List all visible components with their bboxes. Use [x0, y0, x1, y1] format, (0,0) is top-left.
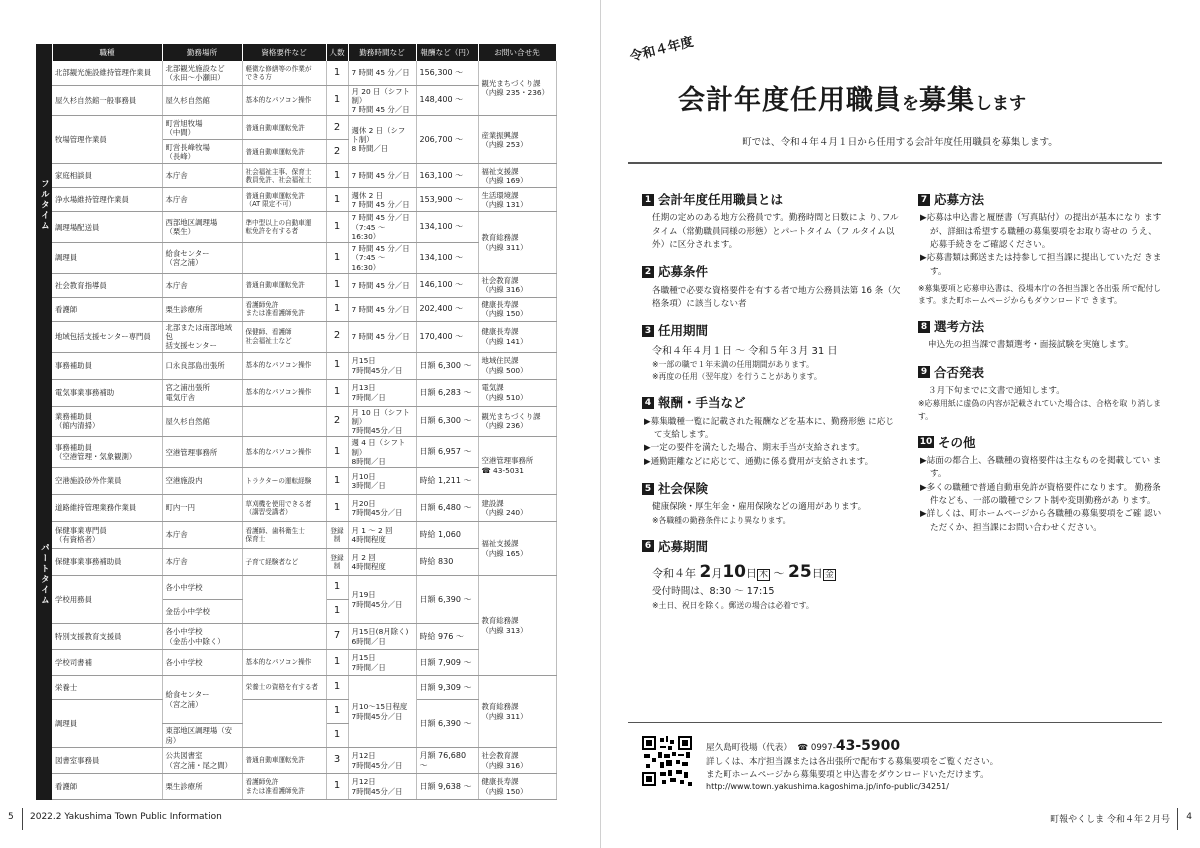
table-row: 事務補助員 （空港管理・気象観測） 空港管理事務所 基本的なパソコン操作 1 週 4 日（シフト制） 8時間／日 日額 6,957 ～ 空港管理事務所 ☎ 43-5031 [36, 437, 556, 468]
section-4: 4 報酬・手当など ▶募集職種一覧に記載された報酬などを基本に、勤務形態 に応じて支給します。 ▶一定の要件を満たした場合、期末手当が支給されます。 ▶通勤距離などに応じて、通勤に係る費用が支給されます。 [644, 395, 894, 467]
table-row: 栄養士 給食センター （宮之浦） 栄養士の資格を有する者 1 月10～15日程度 7時間45分／日 日額 9,309 ～ 教育総務課 （内線 311） [36, 676, 556, 700]
page-number-right: 4 [1186, 812, 1192, 822]
header-job: 職種 [52, 44, 162, 61]
right-page [620, 0, 1180, 848]
table-row: パートタイム 事務補助員 口永良部島出張所 基本的なパソコン操作 1 月15日 7時間45分／日 日額 6,300 ～ 地域住民課 （内線 500） [36, 352, 556, 379]
header-place: 勤務場所 [162, 44, 242, 61]
table-row: 図書室事務員 公共図書室 （宮之浦・尾之間） 普通自動車運転免許 3 月12日 7時間45分／日 月額 76,680 ～ 社会教育課 （内線 316） [36, 748, 556, 774]
section-6: 6 応募期間 令和４年 2月10日 木 ～ 25日 金 受付時間は、8:30 ～ 17:15 ※土日、祝日を除く。郵送の場合は必着です。 [642, 537, 902, 613]
section-2: 2 応募条件 各職種で必要な資格要件を有する者で地方公務員法第 16 条（欠格条項）に該当しない者 [642, 262, 902, 311]
table-row: 家庭相談員 本庁舎 社会福祉主事、保育士 教員免許、社会福祉士 1 7 時間 45 分／日 163,100 ～ 福祉支援課 （内線 169） [36, 164, 556, 188]
table-row: 社会教育指導員 本庁舎 普通自動車運転免許 1 7 時間 45 分／日 146,100 ～ 社会教育課 （内線 316） [36, 273, 556, 297]
website-link[interactable]: http://www.town.yakushima.kagoshima.jp/info-public/34251/ [706, 782, 949, 792]
table-row: 東部地区調理場（安房） 1 [36, 724, 556, 748]
header-contact: お問い合せ先 [478, 44, 556, 61]
table-row: 調理場配送員 西部地区調理場 （栗生） 準中型以上の自動車運 転免許を有する者 1 7 時間 45 分／日 （7:45 ～ 16:30） 134,100 ～ 教育総務課 （内線 311） [36, 212, 556, 243]
section-10: 10 その他 ▶誌面の都合上、各職種の資格要件は主なものを掲載してい ます。 ▶多くの職種で普通自動車免許が資格要件になります。 勤務条件なども、一部の職種でシフト制や変則勤務があ ります。 ▶詳しくは、町ホームページから各職種の募集要項をご確 認いただくか、担当課にお問い合わせください。 [919, 434, 1162, 533]
table-row: 看護師 栗生診療所 看護師免許 または准看護師免許 1 7 時間 45 分／日 202,400 ～ 健康長寿課 （内線 150） [36, 297, 556, 321]
section-3: 3 任用期間 令和４年４月１日 ～ 令和５年３月 31 日 ※一部の職で１年未満の任用期間があります。 ※再度の任用（翌年度）を行うことがあります。 [642, 321, 902, 383]
table-row: 保健事業専門員 （有資格者） 本庁舎 看護師、歯科衛生士 保育士 登録制 月 1 ～ 2 回 4時間程度 時給 1,060 福祉支援課 （内線 165） [36, 522, 556, 549]
divider-bottom [628, 722, 1162, 723]
right-column [918, 190, 1162, 545]
job-table [36, 44, 557, 800]
table-row: 調理員 給食センター （宮之浦） 1 7 時間 45 分／日 （7:45 ～ 16:30） 134,100 ～ [36, 243, 556, 274]
table-row: 町営長峰牧場 （長峰） 普通自動車運転免許 2 [36, 140, 556, 164]
header-count: 人数 [326, 44, 348, 61]
section-9: 9 合否発表 ３月下旬までに文書で通知します。 ※応募用紙に虚偽の内容が記載されていた場合は、合格を取 り消します。 [918, 364, 1161, 421]
table-row: 学校司書補 各小中学校 基本的なパソコン操作 1 月15日 7時間／日 日額 7,909 ～ [36, 650, 556, 676]
table-row: 電気事業事務補助 宮之浦出張所 電気庁舎 基本的なパソコン操作 1 月13日 7時間／日 日額 6,283 ～ 電気課 （内線 510） [36, 379, 556, 406]
table-row: 金岳小中学校 1 [36, 600, 556, 624]
era-label: 令和４年度 [628, 34, 696, 65]
section-5: 5 社会保険 健康保険・厚生年金・雇用保険などの適用があります。 ※各職種の勤務条件により異なります。 [642, 479, 902, 527]
table-row: フルタイム 北部観光施設維持管理作業員 北部観光施設など （永田～小瀬田） 軽微な修繕等の作業が できる方 1 7 時間 45 分／日 156,300 ～ 観光まちづくり課 （内線 235・236） [36, 61, 556, 85]
header-pay: 報酬など（円） [416, 44, 478, 61]
table-row: 特別支援教育支援員 各小中学校 （金岳小中除く） 7 月15日(8月除く) 6時間／日 時給 976 ～ [36, 624, 556, 650]
table-row: 調理員 1 日額 6,390 ～ [36, 700, 556, 724]
header-hours: 勤務時間など [348, 44, 416, 61]
application-dates: 令和４年 2月10日 木 ～ 25日 金 [652, 562, 834, 583]
table-row: 浄水場維持管理作業員 本庁舎 普通自動車運転免許 （AT 限定不可） 1 週休 2 日 7 時間 45 分／日 153,900 ～ 生活環境課 （内線 131） [36, 188, 556, 212]
section-7: 7 応募方法 ▶応募は申込書と履歴書（写真貼付）の提出が基本になり ますが、詳細は希望する職種の募集要項をお取り寄せの うえ、応募手続きをご確認ください。 ▶応募書類は郵送または持参して担当課に提出していただ きます。 ※募集要項と応募申込書は、役場本庁の各担当課と各出張 所で配付します。また町ホームページからもダウンロードで きます。 [918, 192, 1162, 306]
category-fulltime: フルタイム [36, 61, 52, 352]
table-row: 保健事業事務補助員 本庁舎 子育て経験者など 登録制 月 2 回 4時間程度 時給 830 [36, 549, 556, 576]
table-row: 看護師 栗生診療所 看護師免許 または准看護師免許 1 月12日 7時間45分／日 日額 9,638 ～ 健康長寿課 （内線 150） [36, 774, 556, 800]
page-number-left: 5 [8, 812, 14, 822]
table-row: 地域包括支援センター専門員 北部または南部地域包 括支援センター 保健師、看護師 社会福祉士など 2 7 時間 45 分／日 170,400 ～ 健康長寿課 （内線 141） [36, 321, 556, 352]
left-column [642, 190, 902, 622]
divider-top [628, 162, 1162, 164]
phone-number[interactable]: 43-5900 [835, 738, 901, 754]
table-header [36, 44, 556, 61]
section-8: 8 選考方法 申込先の担当課で書類選考・面接試験を実施します。 [918, 317, 1162, 353]
table-row: 道路維持管理業務作業員 町内一円 草刈機を使用できる者 （講習受講者） 1 月20日 7時間45分／日 日額 6,480 ～ 建設課 （内線 240） [36, 495, 556, 522]
footer-issue: 町報やくしま 令和４年２月号 [1050, 815, 1170, 825]
contact-text: 屋久島町役場（代表） ☎ 0997-43-5900 詳しくは、本庁担当課または各出張所で配布する募集要項をご覧ください。 また町ホームページから募集要項と申込書をダウンロードいただけます。 http://www.town.yakushima.kagoshima.jp/info-public/34251/ [706, 736, 1162, 793]
table-row: 屋久杉自然館一般事務員 屋久杉自然館 基本的なパソコン操作 1 月 20 日（シフト制） 7 時間 45 分／日 148,400 ～ [36, 85, 556, 116]
job-table-wrap [36, 44, 556, 800]
header-req: 資格要件など [242, 44, 326, 61]
section-1: 1 会計年度任用職員とは 任期の定めのある地方公務員です。勤務時間と日数によ り､フルタイム（常勤職員同様の形態）とパートタイム（フ ルタイム以外）に区分されます。 [642, 190, 902, 252]
table-row: 牧場管理作業員 町営旭牧場 （中間） 普通自動車運転免許 2 週休 2 日（シフト制） 8 時間／日 206,700 ～ 産業振興課 （内線 253） [36, 116, 556, 140]
intro-text: 町では、令和４年４月１日から任用する会計年度任用職員を募集します。 [742, 137, 1058, 148]
footer-publication: 2022.2 Yakushima Town Public Information [30, 812, 222, 822]
table-row: 業務補助員 （館内清掃） 屋久杉自然館 2 月 10 日（シフト制） 7時間45分／日 日額 6,300 ～ 観光まちづくり課 （内線 236） [36, 406, 556, 437]
page-divider [600, 0, 601, 848]
page-title: 会計年度任用職員を募集します [678, 85, 1026, 116]
category-parttime: パートタイム [36, 352, 52, 800]
table-row: 学校用務員 各小中学校 1 月19日 7時間45分／日 日額 6,390 ～ 教育総務課 （内線 313） [36, 576, 556, 600]
qr-code-icon[interactable] [642, 736, 692, 786]
table-row: 空港施設砂外作業員 空港施設内 トラクターの運転経験 1 月10日 3時間／日 時給 1,211 ～ [36, 468, 556, 495]
